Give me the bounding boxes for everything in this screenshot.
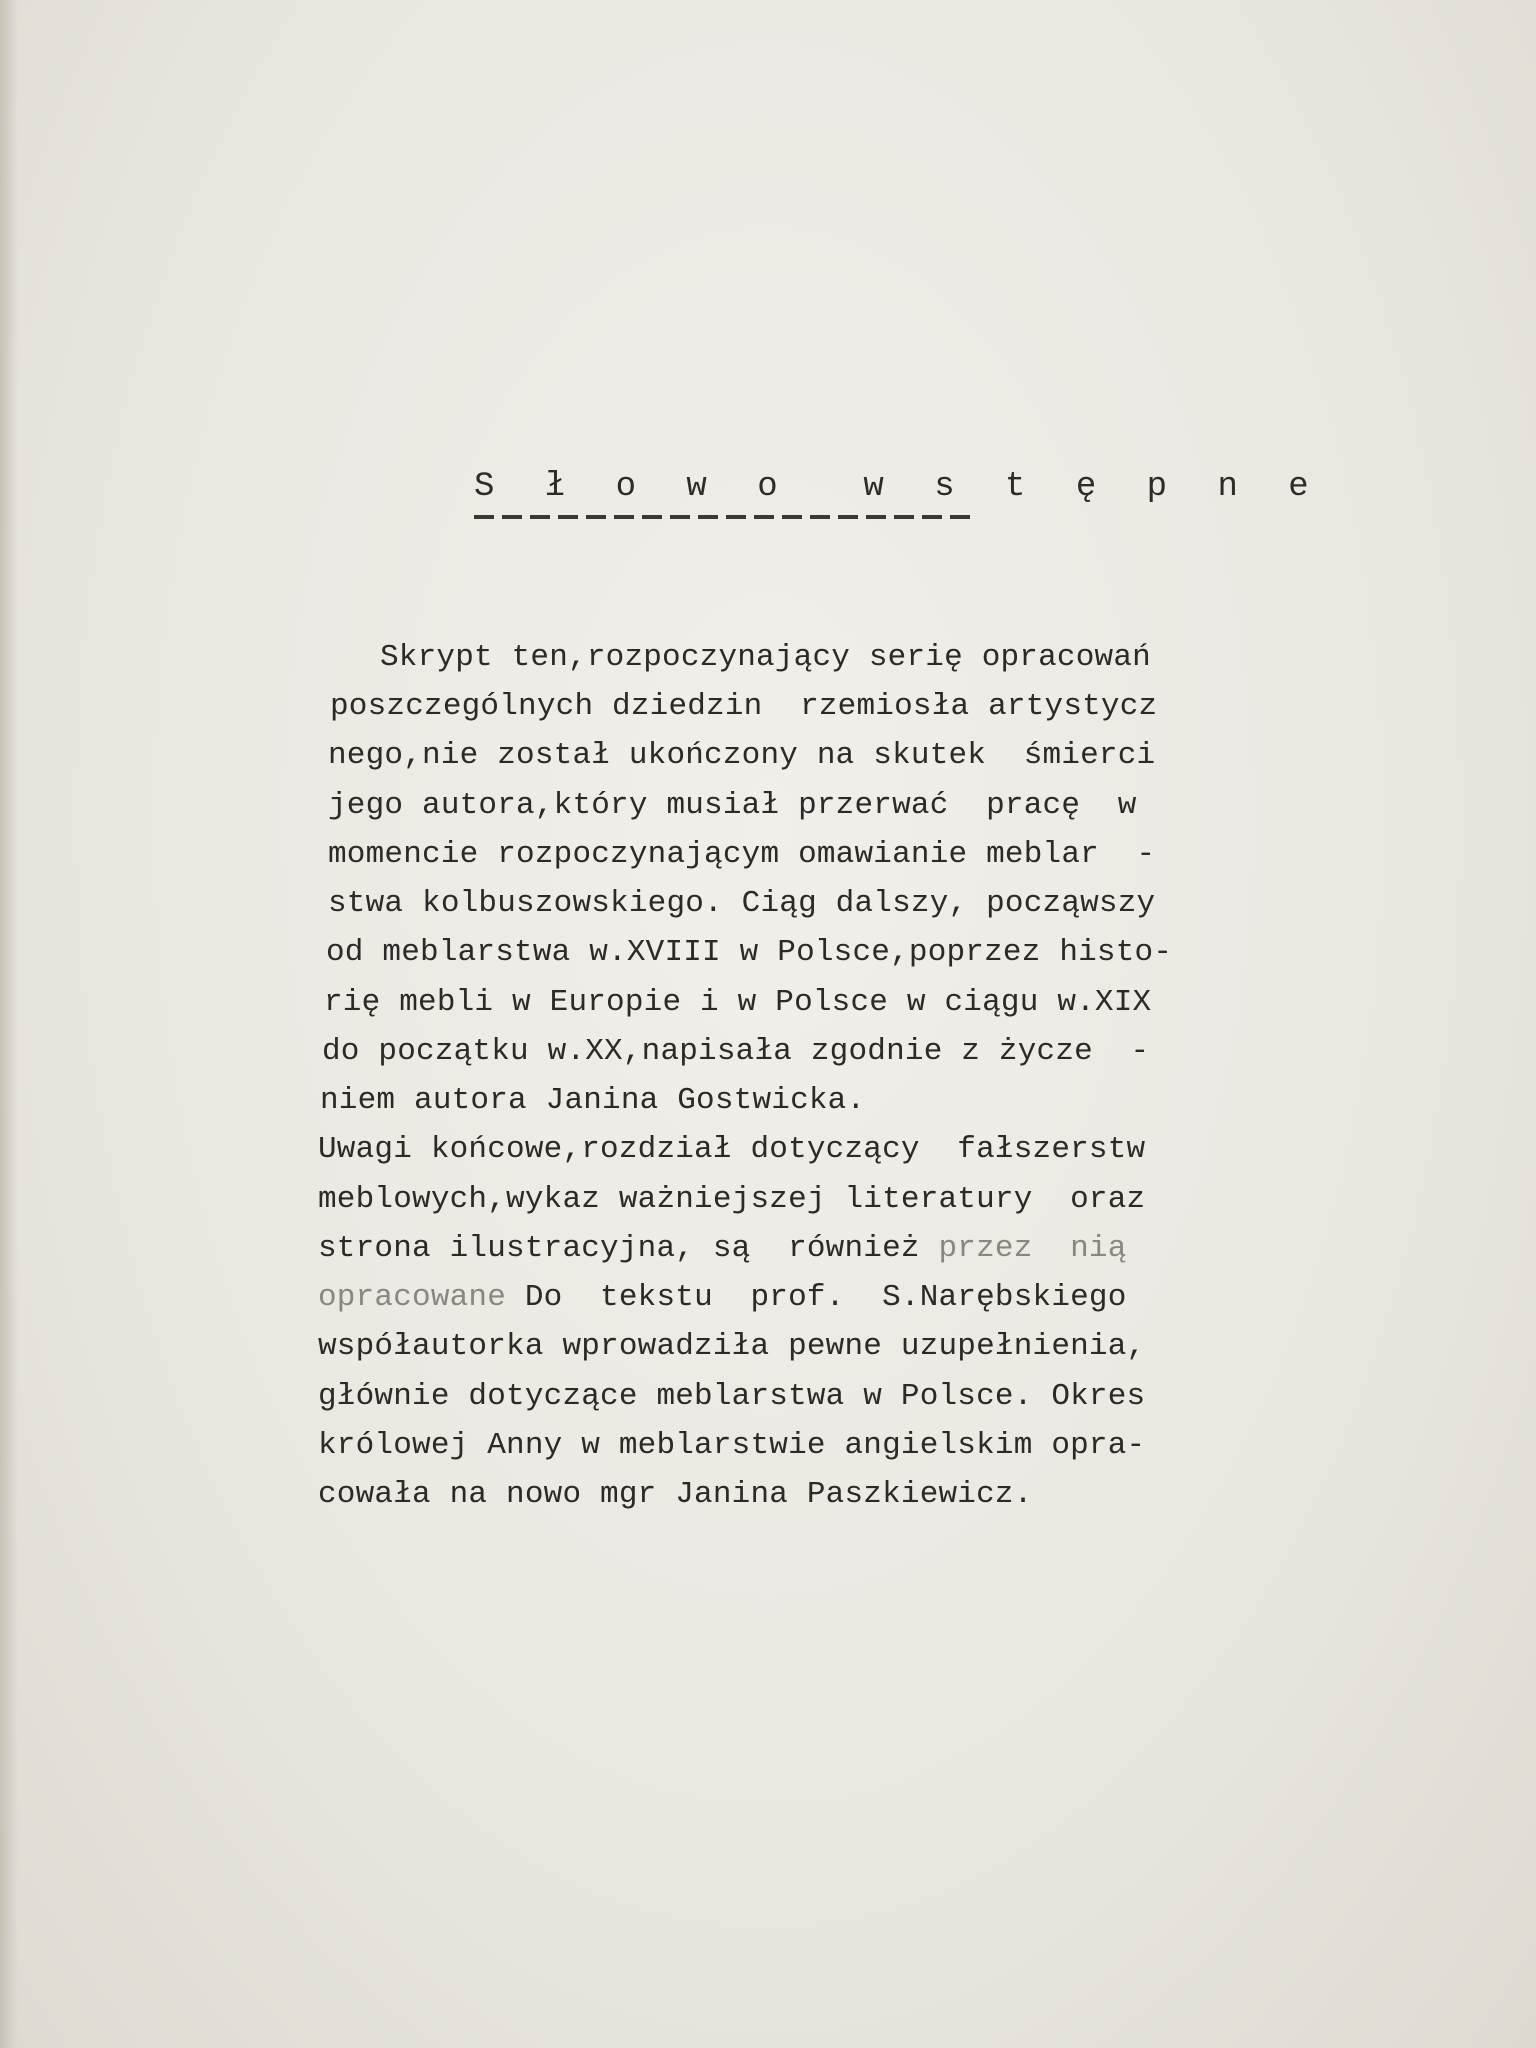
text-line: od meblarstwa w.XVIII w Polsce,poprzez histo- bbox=[326, 935, 1173, 970]
text-line: do początku w.XX,napisała zgodnie z życze - bbox=[322, 1034, 1150, 1069]
text-line: Skrypt ten,rozpoczynający serię opracowań bbox=[380, 640, 1151, 675]
text-segment: strona ilustracyjna, są również bbox=[318, 1231, 920, 1266]
text-line: współautorka wprowadziła pewne uzupełnienia, bbox=[318, 1329, 1146, 1364]
text-line: głównie dotyczące meblarstwa w Polsce. Okres bbox=[318, 1379, 1146, 1414]
text-line: stwa kolbuszowskiego. Ciąg dalszy, począwszy bbox=[328, 886, 1156, 921]
text-line: niem autora Janina Gostwicka. bbox=[320, 1083, 866, 1118]
text-line: rię mebli w Europie i w Polsce w ciągu w.XIX bbox=[324, 985, 1152, 1020]
text-line bbox=[318, 1231, 1127, 1279]
text-segment: Do tekstu prof. S.Narębskiego bbox=[524, 1280, 1127, 1315]
text-line: cowała na nowo mgr Janina Paszkiewicz. bbox=[318, 1477, 1033, 1512]
text-line: momencie rozpoczynającym omawianie meblar - bbox=[328, 837, 1156, 872]
faded-text-segment: opracowane bbox=[318, 1280, 525, 1315]
text-line: jego autora,który musiał przerwać pracę w bbox=[328, 788, 1137, 823]
text-line: poszczególnych dziedzin rzemiosła artystycz bbox=[330, 689, 1158, 724]
text-line: Uwagi końcowe,rozdział dotyczący fałszerstw bbox=[318, 1132, 1146, 1167]
text-line: meblowych,wykaz ważniejszej literatury oraz bbox=[318, 1182, 1146, 1217]
text-line: nego,nie został ukończony na skutek śmierci bbox=[328, 738, 1156, 773]
page-edge-shadow bbox=[0, 0, 18, 2048]
title-underline bbox=[474, 515, 974, 519]
text-line: królowej Anny w meblarstwie angielskim opra- bbox=[318, 1428, 1146, 1463]
faded-text-segment: przez nią bbox=[919, 1231, 1127, 1266]
document-title: S ł o w o w s t ę p n e bbox=[474, 468, 1324, 506]
text-line bbox=[318, 1280, 1127, 1328]
